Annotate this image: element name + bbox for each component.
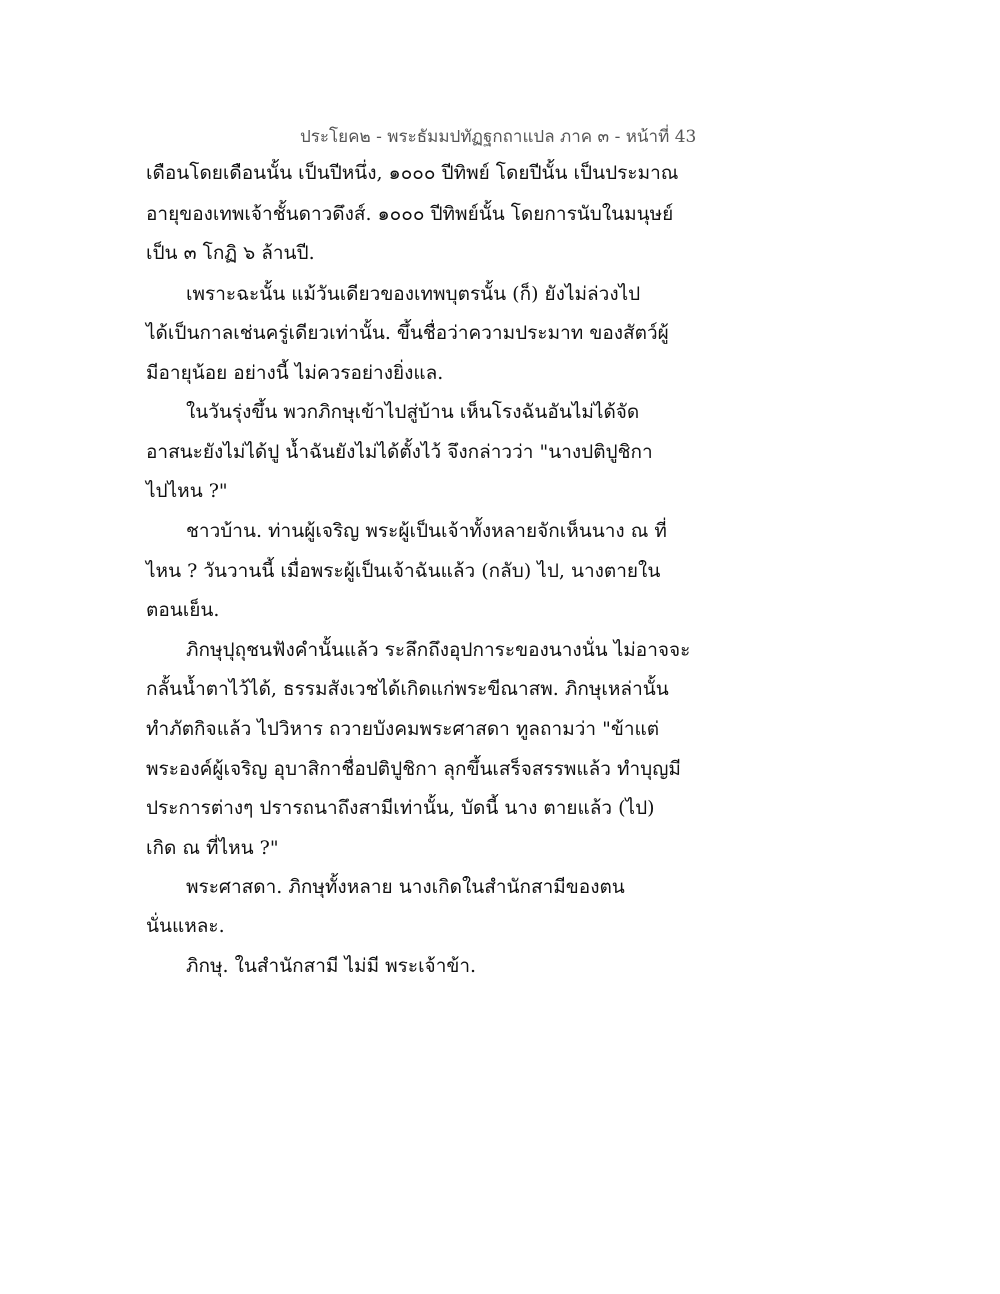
paragraph-first-line: เพราะฉะนั้น แม้วันเดียวของเทพบุตรนั้น (ก็) ยังไม่ล่วงไป	[186, 283, 641, 305]
text-line: เกิด ณ ที่ไหน ?"	[146, 837, 279, 859]
text-line: เป็น ๓ โกฏิ ๖ ล้านปี.	[146, 242, 315, 264]
text-line: ทำภัตกิจแล้ว ไปวิหาร ถวายบังคมพระศาสดา ทูลถามว่า "ข้าแต่	[146, 718, 660, 740]
text-line: ได้เป็นกาลเช่นครู่เดียวเท่านั้น. ขึ้นชื่อว่าความประมาท ของสัตว์ผู้	[146, 322, 669, 344]
paragraph-first-line: ภิกษุ. ในสำนักสามี ไม่มี พระเจ้าข้า.	[186, 955, 477, 977]
running-head: ประโยค๒ - พระธัมมปทัฏฐกถาแปล ภาค ๓ - หน้าที่ 43	[300, 127, 697, 147]
text-line: ไปไหน ?"	[146, 480, 228, 502]
text-line: มีอายุน้อย อย่างนี้ ไม่ควรอย่างยิ่งแล.	[146, 362, 444, 384]
text-line: ตอนเย็น.	[146, 599, 220, 621]
text-line: อาสนะยังไม่ได้ปู น้ำฉันยังไม่ได้ตั้งไว้ จึงกล่าวว่า "นางปติปูชิกา	[146, 441, 653, 463]
paragraph-first-line: ภิกษุปุถุชนฟังคำนั้นแล้ว ระลึกถึงอุปการะของนางนั่น ไม่อาจจะ	[186, 639, 691, 661]
paragraph-first-line: พระศาสดา. ภิกษุทั้งหลาย นางเกิดในสำนักสามีของตน	[186, 876, 625, 898]
text-line: ไหน ? วันวานนี้ เมื่อพระผู้เป็นเจ้าฉันแล้ว (กลับ) ไป, นางตายใน	[146, 560, 661, 582]
text-line: อายุของเทพเจ้าชั้นดาวดึงส์. ๑๐๐๐ ปีทิพย์นั้น โดยการนับในมนุษย์	[146, 203, 674, 225]
text-line: พระองค์ผู้เจริญ อุบาสิกาชื่อปติปูชิกา ลุกขึ้นเสร็จสรรพแล้ว ทำบุญมี	[146, 758, 681, 780]
paragraph-first-line: ชาวบ้าน. ท่านผู้เจริญ พระผู้เป็นเจ้าทั้งหลายจักเห็นนาง ณ ที่	[186, 520, 667, 542]
text-line: ประการต่างๆ ปรารถนาถึงสามีเท่านั้น, บัดนี้ นาง ตายแล้ว (ไป)	[146, 797, 655, 819]
text-line: กลั้นน้ำตาไว้ได้, ธรรมสังเวชได้เกิดแก่พระขีณาสพ. ภิกษุเหล่านั้น	[146, 678, 669, 700]
text-line: นั่นแหละ.	[146, 915, 225, 937]
paragraph-first-line: ในวันรุ่งขึ้น พวกภิกษุเข้าไปสู่บ้าน เห็นโรงฉันอันไม่ได้จัด	[186, 401, 640, 423]
text-line: เดือนโดยเดือนนั้น เป็นปีหนึ่ง, ๑๐๐๐ ปีทิพย์ โดยปีนั้น เป็นประมาณ	[146, 162, 679, 184]
